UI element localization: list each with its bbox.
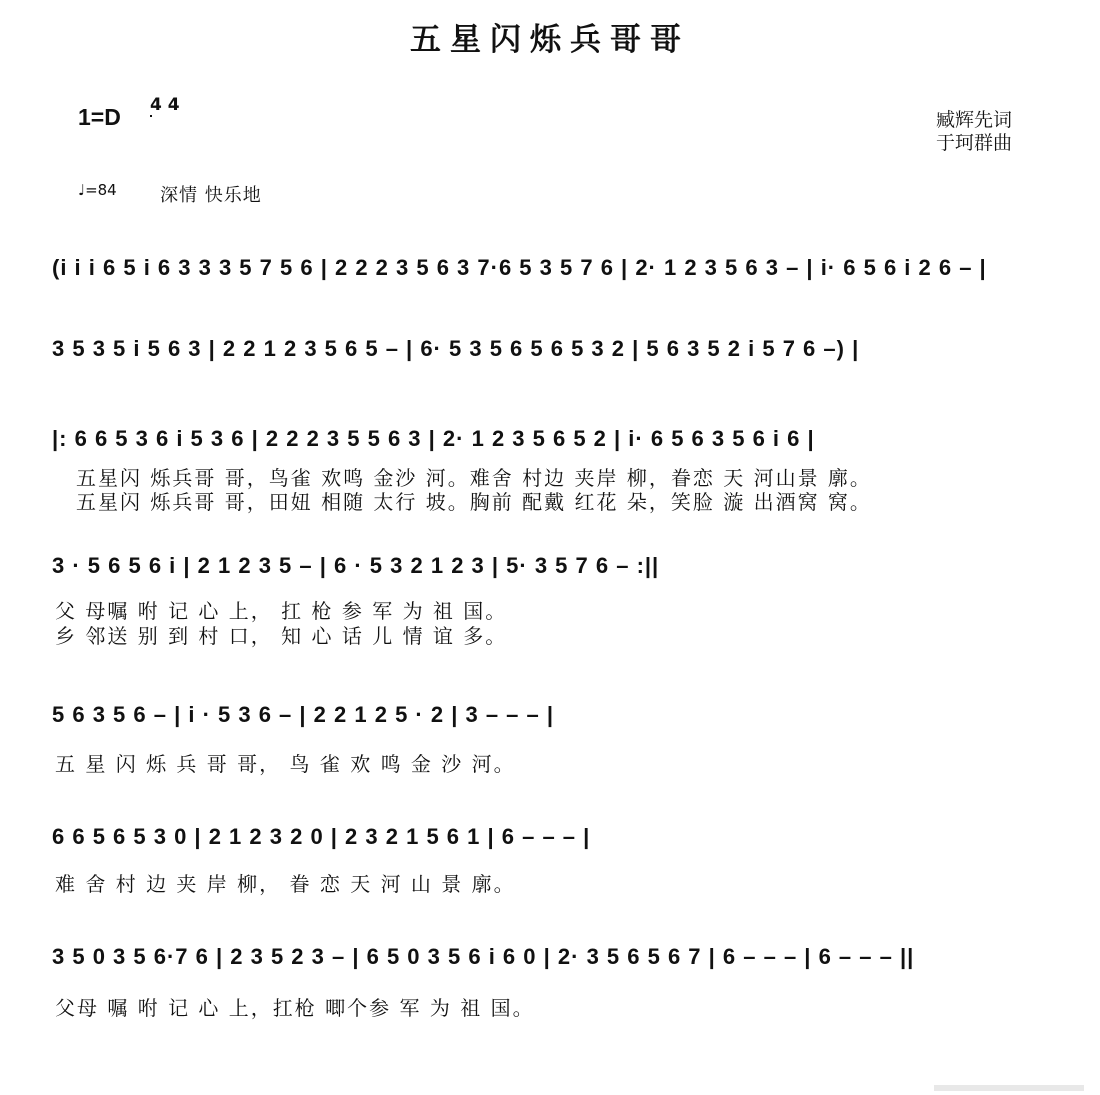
time-signature [150, 95, 180, 115]
notation-line: 5 6 3 5 6 – | i · 5 3 6 – | 2 2 1 2 5 · 2 | 3 – – – | [52, 702, 555, 727]
notation-line: |: 6 6 5 3 6 i 5 3 6 | 2 2 2 3 5 5 6 3 | 2· 1 2 3 5 6 5 2 | i· 6 5 6 3 5 6 i 6 | [52, 426, 815, 451]
lyricist: 臧辉先词 [935, 109, 1012, 131]
lyric-verse-2: 乡 邻送 别 到 村 口， 知 心 话 儿 情 谊 多。 [55, 624, 508, 648]
notation-line: 3 · 5 6 5 6 i | 2 1 2 3 5 – | 6 · 5 3 2 1 2 3 | 5· 3 5 7 6 – :|| [52, 553, 660, 578]
notation-line: 6 6 5 6 5 3 0 | 2 1 2 3 2 0 | 2 3 2 1 5 6 1 | 6 – – – | [52, 824, 591, 849]
credits [936, 109, 1012, 155]
notation-line: 3 5 0 3 5 6·7 6 | 2 3 5 2 3 – | 6 5 0 3 5 6 i 6 0 | 2· 3 5 6 5 6 7 | 6 – – – | 6 – – – || [52, 944, 915, 969]
notation-line: (i i i 6 5 i 6 3 3 3 5 7 5 6 | 2 2 2 3 5 6 3 7·6 5 3 5 7 6 | 2· 1 2 3 5 6 3 – | i· 6 5 6 i 2 6 – | [52, 255, 987, 280]
lyric-verse-2: 五星闪 烁兵哥 哥，田妞 相随 太行 坡。胸前 配戴 红花 朵，笑脸 漩 出酒窝 窝。 [76, 490, 872, 514]
lyric-verse-1: 五 星 闪 烁 兵 哥 哥， 鸟 雀 欢 鸣 金 沙 河。 [55, 752, 516, 776]
composer: 于珂群曲 [935, 132, 1012, 154]
expression-marking: 深情 快乐地 [160, 185, 262, 206]
key-signature: 1=D [78, 104, 121, 130]
time-denominator: 4 [167, 95, 180, 115]
notation-line: 3 5 3 5 i 5 6 3 | 2 2 1 2 3 5 6 5 – | 6· 5 3 5 6 5 6 5 3 2 | 5 6 3 5 2 i 5 7 6 –) | [52, 336, 860, 361]
time-numerator: 4 [150, 95, 162, 115]
song-title: 五星闪烁兵哥哥 [410, 22, 690, 58]
watermark-strip [934, 1085, 1084, 1091]
lyric-verse-1: 父母 嘱 咐 记 心 上，扛枪 唧个参 军 为 祖 国。 [55, 996, 535, 1020]
lyric-verse-1: 五星闪 烁兵哥 哥，鸟雀 欢鸣 金沙 河。难舍 村边 夹岸 柳，眷恋 天 河山景 廓。 [76, 466, 872, 490]
lyric-verse-1: 父 母嘱 咐 记 心 上， 扛 枪 参 军 为 祖 国。 [55, 599, 508, 623]
lyric-verse-1: 难 舍 村 边 夹 岸 柳， 眷 恋 天 河 山 景 廓。 [55, 872, 516, 896]
tempo-marking: ♩=84 [78, 181, 117, 199]
